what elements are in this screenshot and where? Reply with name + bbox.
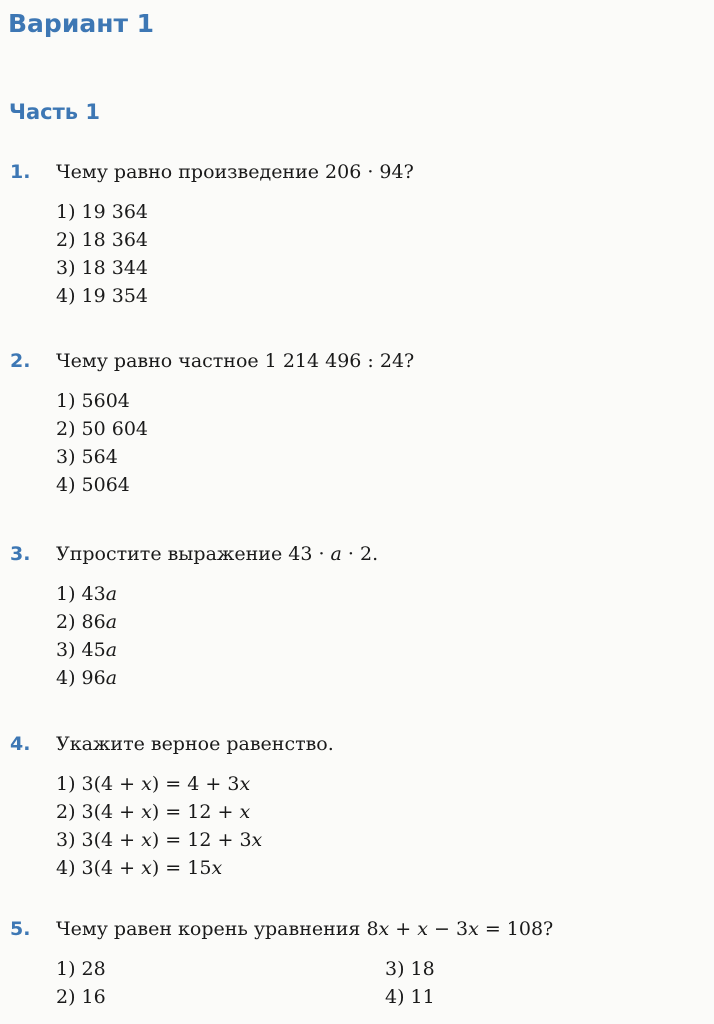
answer-option: 3) 3(4 + x) = 12 + 3x — [56, 829, 263, 851]
answer-option: 4) 3(4 + x) = 15x — [56, 857, 223, 879]
task-number: 3. — [10, 543, 31, 565]
task-number: 4. — [10, 733, 31, 755]
answer-option: 1) 19 364 — [56, 201, 149, 223]
task-question: Чему равно произведение 206 · 94? — [56, 161, 414, 183]
answer-option: 3) 18 344 — [56, 257, 149, 279]
answer-options — [56, 580, 117, 692]
task-question: Чему равен корень уравнения 8x + x − 3x = 108? — [56, 918, 554, 940]
answer-option: 1) 28 — [56, 958, 106, 980]
answer-option: 2) 86a — [56, 611, 118, 633]
answer-option: 1) 5604 — [56, 390, 130, 412]
answer-option: 4) 5064 — [56, 474, 130, 496]
answer-option: 2) 3(4 + x) = 12 + x — [56, 801, 251, 823]
task-question: Чему равно частное 1 214 496 : 24? — [56, 350, 415, 372]
answer-option: 3) 18 — [385, 958, 435, 980]
answer-options — [56, 198, 148, 310]
answer-option: 2) 18 364 — [56, 229, 149, 251]
answer-option: 4) 19 354 — [56, 285, 149, 307]
part-title: Часть 1 — [9, 100, 100, 124]
task-number: 1. — [10, 161, 31, 183]
task-question: Упростите выражение 43 · a · 2. — [56, 543, 379, 565]
answer-option: 2) 16 — [56, 986, 106, 1008]
task-question: Укажите верное равенство. — [56, 733, 334, 755]
variant-title: Вариант 1 — [8, 9, 155, 38]
answer-option: 3) 564 — [56, 446, 118, 468]
task-number: 5. — [10, 918, 31, 940]
answer-option: 4) 11 — [385, 986, 435, 1008]
answer-option: 1) 3(4 + x) = 4 + 3x — [56, 773, 251, 795]
answer-option: 2) 50 604 — [56, 418, 149, 440]
answer-option: 1) 43a — [56, 583, 118, 605]
answer-option: 3) 45a — [56, 639, 118, 661]
task-number: 2. — [10, 350, 31, 372]
answer-option: 4) 96a — [56, 667, 118, 689]
answer-options — [56, 770, 262, 882]
answer-options — [56, 387, 148, 499]
